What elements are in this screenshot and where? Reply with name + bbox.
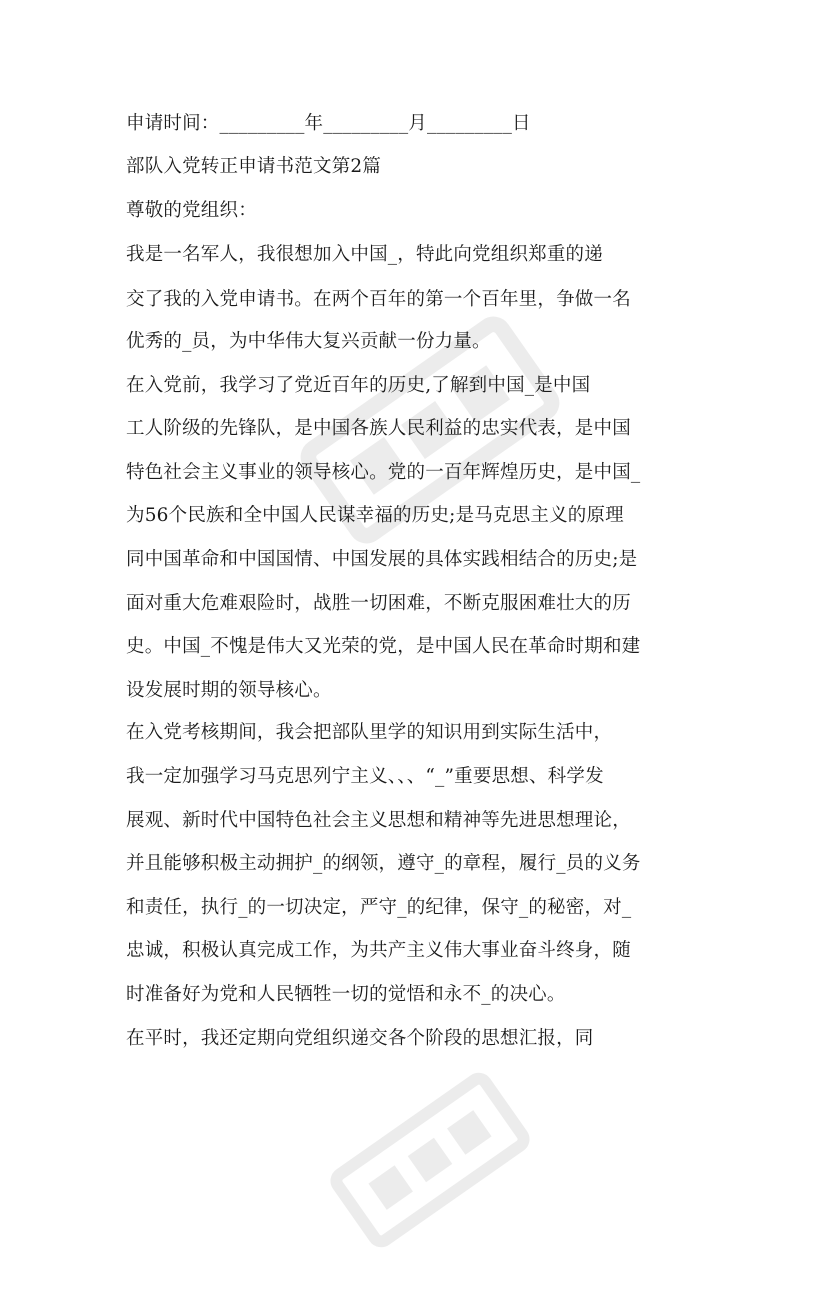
- body-line: 和责任，执行_的一切决定，严守_的纪律，保守_的秘密，对_: [126, 897, 632, 918]
- body-line: 面对重大危难艰险时，战胜一切困难，不断克服困难壮大的历: [126, 593, 631, 614]
- body-line: 忠诚，积极认真完成工作，为共产主义伟大事业奋斗终身，随: [126, 940, 631, 961]
- section-title: 部队入党转正申请书范文第2篇: [126, 156, 382, 177]
- body-line: 特色社会主义事业的领导核心。党的一百年辉煌历史，是中国_: [126, 462, 641, 483]
- body-line: 在入党前，我学习了党近百年的历史,了解到中国_是中国: [126, 375, 591, 396]
- body-line: 工人阶级的先锋队，是中国各族人民利益的忠实代表，是中国: [126, 418, 631, 439]
- body-line: 为56个民族和全中国人民谋幸福的历史;是马克思主义的原理: [126, 505, 624, 526]
- body-line: 我是一名军人，我很想加入中国_，特此向党组织郑重的递: [126, 244, 603, 265]
- application-date-line: 申请时间：_________年_________月_________日: [126, 113, 531, 134]
- body-line: 时准备好为党和人民牺牲一切的觉悟和永不_的决心。: [126, 984, 566, 1005]
- salutation: 尊敬的党组织：: [126, 200, 257, 221]
- body-line: 设发展时期的领导核心。: [126, 680, 332, 701]
- body-line: 交了我的入党申请书。在两个百年的第一个百年里，争做一名: [126, 289, 631, 310]
- body-line: 同中国革命和中国国情、中国发展的具体实践相结合的历史;是: [126, 549, 638, 570]
- body-line: 并且能够积极主动拥护_的纲领，遵守_的章程，履行_员的义务: [126, 853, 641, 874]
- body-line: 在平时，我还定期向党组织递交各个阶段的思想汇报，同: [126, 1028, 594, 1049]
- body-line: 优秀的_员，为中华伟大复兴贡献一份力量。: [126, 331, 491, 352]
- body-line: 在入党考核期间，我会把部队里学的知识用到实际生活中，: [126, 722, 613, 743]
- body-line: 史。中国_不愧是伟大又光荣的党，是中国人民在革命时期和建: [126, 636, 641, 657]
- watermark-logo: [291, 1021, 570, 1299]
- body-line: 我一定加强学习马克思列宁主义、、、“_”重要思想、科学发: [126, 766, 604, 787]
- body-line: 展观、新时代中国特色社会主义思想和精神等先进思想理论，: [126, 810, 631, 831]
